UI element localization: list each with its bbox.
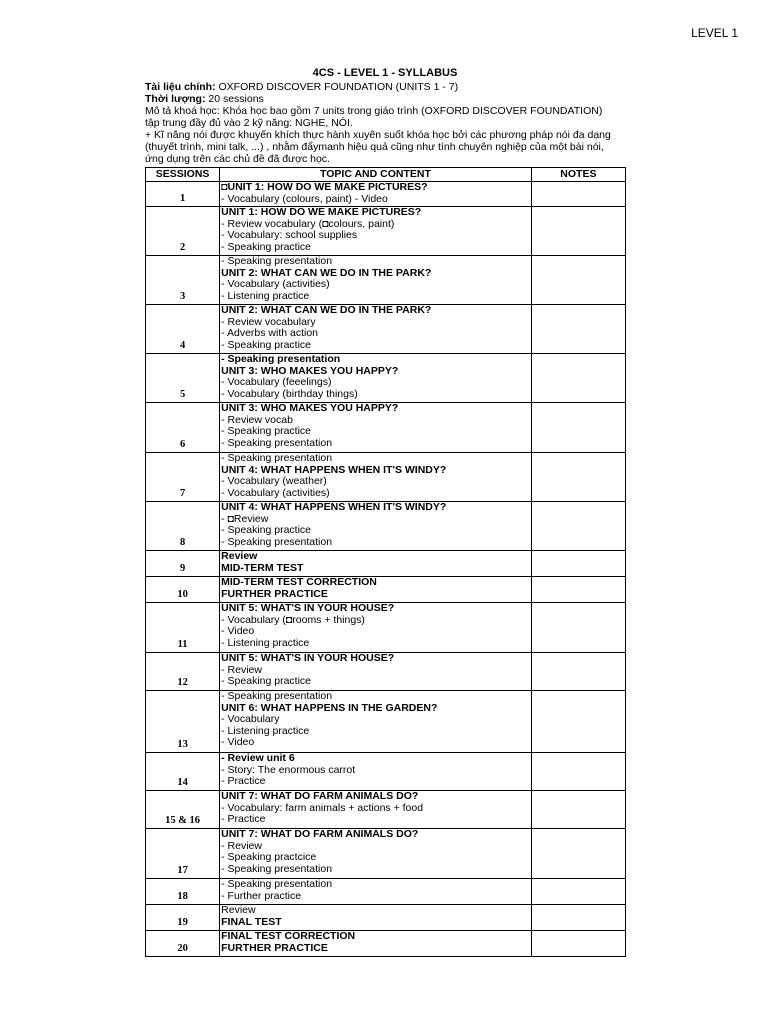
- topic-cell: [220, 603, 532, 653]
- topic-line: UNIT 2: WHAT CAN WE DO IN THE PARK?: [221, 267, 432, 279]
- notes-cell: [531, 791, 625, 829]
- topic-line: FURTHER PRACTICE: [221, 942, 328, 954]
- table-row: [146, 791, 626, 829]
- topic-line: - Listening practice: [221, 637, 310, 649]
- notes-cell: [531, 879, 625, 905]
- topic-line: - Speaking presentation: [221, 536, 333, 548]
- session-number: 7: [146, 453, 220, 502]
- topic-line: - Review: [221, 664, 262, 676]
- table-row: [146, 305, 626, 354]
- topic-cell: [220, 829, 532, 879]
- notes-cell: [531, 931, 625, 957]
- session-number: 4: [146, 305, 220, 354]
- topic-line: - Practice: [221, 776, 266, 787]
- topic-cell: [220, 453, 532, 502]
- topic-line: - Video: [221, 626, 255, 637]
- topic-line: - Speaking practice: [221, 426, 312, 437]
- topic-line: ◘UNIT 1: HOW DO WE MAKE PICTURES?: [221, 182, 428, 193]
- topic-line: - Review: [221, 840, 262, 852]
- session-number: 1: [146, 182, 220, 207]
- topic-line: - Vocabulary: farm animals + actions + food: [221, 802, 424, 814]
- topic-line: FINAL TEST CORRECTION: [221, 931, 356, 942]
- notes-cell: [531, 354, 625, 403]
- table-row: [146, 551, 626, 577]
- topic-line: - Speaking presentation: [221, 879, 333, 890]
- material-value: OXFORD DISCOVER FOUNDATION (UNITS 1 - 7): [215, 81, 459, 93]
- topic-line: UNIT 6: WHAT HAPPENS IN THE GARDEN?: [221, 702, 438, 714]
- description-line: + Kĩ năng nói được khuyến khích thực hành xuyên suốt khóa học bởi các phương pháp nói đa dạng: [145, 129, 611, 141]
- topic-line: - Listening practice: [221, 290, 310, 302]
- notes-cell: [531, 577, 625, 603]
- header-sessions: SESSIONS: [146, 168, 220, 182]
- topic-line: - Adverbs with action: [221, 328, 319, 339]
- topic-line: - Practice: [221, 814, 266, 825]
- notes-cell: [531, 305, 625, 354]
- session-number: 17: [146, 829, 220, 879]
- topic-line: - Speaking presentation: [221, 354, 341, 365]
- header-notes: NOTES: [531, 168, 625, 182]
- session-number: 3: [146, 256, 220, 305]
- topic-line: Review: [221, 551, 258, 562]
- topic-line: - Vocabulary (birthday things): [221, 388, 358, 400]
- topic-line: - ◘Review: [221, 513, 269, 525]
- topic-cell: [220, 753, 532, 791]
- session-number: 20: [146, 931, 220, 957]
- table-row: [146, 354, 626, 403]
- topic-cell: [220, 305, 532, 354]
- session-number: 15 & 16: [146, 791, 220, 829]
- session-number: 8: [146, 502, 220, 551]
- topic-line: - Speaking practice: [221, 676, 312, 687]
- topic-cell: [220, 354, 532, 403]
- table-row: [146, 879, 626, 905]
- topic-cell: [220, 931, 532, 957]
- topic-line: - Vocabulary (◘rooms + things): [221, 614, 365, 626]
- description-line: tập trung đầy đủ vào 2 kỹ năng: NGHE, NÓI.: [145, 117, 353, 129]
- topic-line: - Speaking practice: [221, 241, 312, 253]
- topic-line: - Speaking practcice: [221, 852, 317, 863]
- topic-line: - Vocabulary: [221, 714, 280, 725]
- topic-line: - Review vocabulary: [221, 316, 316, 328]
- notes-cell: [531, 182, 625, 207]
- topic-line: MID-TERM TEST: [221, 562, 304, 574]
- topic-line: - Video: [221, 737, 255, 748]
- material-line: [145, 81, 635, 93]
- topic-line: UNIT 3: WHO MAKES YOU HAPPY?: [221, 365, 399, 377]
- topic-cell: [220, 791, 532, 829]
- notes-cell: [531, 653, 625, 691]
- topic-line: UNIT 4: WHAT HAPPENS WHEN IT'S WINDY?: [221, 464, 447, 476]
- topic-line: - Speaking practice: [221, 525, 312, 536]
- duration-label: Thời lượng:: [145, 93, 206, 105]
- session-number: 13: [146, 691, 220, 753]
- topic-line: UNIT 3: WHO MAKES YOU HAPPY?: [221, 403, 399, 414]
- duration-line: [145, 93, 635, 105]
- topic-cell: [220, 551, 532, 577]
- topic-line: - Speaking presentation: [221, 691, 333, 702]
- table-row: [146, 453, 626, 502]
- topic-cell: [220, 905, 532, 931]
- topic-line: - Vocabulary (colours, paint) - Video: [221, 193, 388, 205]
- description-line: ứng dụng trên các chủ đề đã được học.: [145, 153, 330, 165]
- level-label: LEVEL 1: [691, 26, 738, 40]
- notes-cell: [531, 905, 625, 931]
- topic-line: - Listening practice: [221, 725, 310, 737]
- notes-cell: [531, 551, 625, 577]
- topic-line: - Speaking presentation: [221, 863, 333, 875]
- notes-cell: [531, 753, 625, 791]
- topic-cell: [220, 502, 532, 551]
- session-number: 6: [146, 403, 220, 453]
- topic-line: - Review vocabulary (◘colours, paint): [221, 218, 395, 230]
- notes-cell: [531, 256, 625, 305]
- table-row: [146, 753, 626, 791]
- topic-line: - Vocabulary: school supplies: [221, 230, 358, 241]
- notes-cell: [531, 453, 625, 502]
- syllabus-table: [145, 167, 626, 957]
- session-number: 10: [146, 577, 220, 603]
- topic-line: UNIT 7: WHAT DO FARM ANIMALS DO?: [221, 829, 419, 840]
- topic-line: - Speaking presentation: [221, 437, 333, 449]
- description-line: Mô tả khoá học: Khóa học bao gồm 7 units trong giáo trình (OXFORD DISCOVER FOUNDATION): [145, 105, 603, 117]
- topic-line: UNIT 5: WHAT'S IN YOUR HOUSE?: [221, 653, 395, 664]
- notes-cell: [531, 502, 625, 551]
- duration-value: 20 sessions: [205, 93, 264, 105]
- topic-cell: [220, 182, 532, 207]
- session-number: 2: [146, 207, 220, 256]
- document-title: 4CS - LEVEL 1 - SYLLABUS: [312, 67, 458, 79]
- notes-cell: [531, 403, 625, 453]
- topic-line: UNIT 4: WHAT HAPPENS WHEN IT'S WINDY?: [221, 502, 447, 513]
- topic-line: - Speaking presentation: [221, 256, 333, 267]
- table-row: [146, 207, 626, 256]
- notes-cell: [531, 691, 625, 753]
- topic-line: - Vocabulary (feeelings): [221, 377, 332, 388]
- session-number: 5: [146, 354, 220, 403]
- table-header-row: [146, 168, 626, 182]
- topic-line: UNIT 7: WHAT DO FARM ANIMALS DO?: [221, 791, 419, 802]
- topic-line: Review: [221, 905, 256, 916]
- topic-line: - Speaking practice: [221, 339, 312, 351]
- table-row: [146, 653, 626, 691]
- topic-line: - Vocabulary (activities): [221, 279, 330, 290]
- topic-cell: [220, 577, 532, 603]
- topic-cell: [220, 403, 532, 453]
- topic-line: - Vocabulary (activities): [221, 487, 330, 499]
- header-topic: TOPIC AND CONTENT: [220, 168, 532, 182]
- session-number: 19: [146, 905, 220, 931]
- topic-line: FINAL TEST: [221, 916, 282, 928]
- table-row: [146, 256, 626, 305]
- table-row: [146, 691, 626, 753]
- description-line: (thuyết trình, mini talk, ...) , nhằm đẩymanh hiệu quả cũng như tính chuyên nghiệp của một bài nói,: [145, 141, 604, 153]
- topic-line: - Further practice: [221, 890, 302, 902]
- table-row: [146, 182, 626, 207]
- topic-line: MID-TERM TEST CORRECTION: [221, 577, 377, 588]
- topic-line: FURTHER PRACTICE: [221, 588, 328, 600]
- table-row: [146, 829, 626, 879]
- table-row: [146, 577, 626, 603]
- notes-cell: [531, 207, 625, 256]
- topic-cell: [220, 256, 532, 305]
- table-body: [146, 182, 626, 957]
- material-label: Tài liệu chính:: [145, 81, 216, 93]
- topic-cell: [220, 879, 532, 905]
- topic-line: - Review vocab: [221, 414, 293, 426]
- table-row: [146, 931, 626, 957]
- session-number: 12: [146, 653, 220, 691]
- topic-line: UNIT 5: WHAT'S IN YOUR HOUSE?: [221, 603, 395, 614]
- topic-line: UNIT 1: HOW DO WE MAKE PICTURES?: [221, 207, 422, 218]
- notes-cell: [531, 829, 625, 879]
- table-row: [146, 403, 626, 453]
- topic-line: - Story: The enormous carrot: [221, 764, 356, 776]
- table-row: [146, 603, 626, 653]
- topic-line: - Speaking presentation: [221, 453, 333, 464]
- topic-cell: [220, 691, 532, 753]
- session-number: 14: [146, 753, 220, 791]
- table-row: [146, 502, 626, 551]
- course-intro: [145, 81, 635, 165]
- table-row: [146, 905, 626, 931]
- topic-line: - Review unit 6: [221, 753, 295, 764]
- topic-line: - Vocabulary (weather): [221, 476, 327, 487]
- session-number: 9: [146, 551, 220, 577]
- topic-line: UNIT 2: WHAT CAN WE DO IN THE PARK?: [221, 305, 432, 316]
- notes-cell: [531, 603, 625, 653]
- topic-cell: [220, 207, 532, 256]
- session-number: 11: [146, 603, 220, 653]
- topic-cell: [220, 653, 532, 691]
- session-number: 18: [146, 879, 220, 905]
